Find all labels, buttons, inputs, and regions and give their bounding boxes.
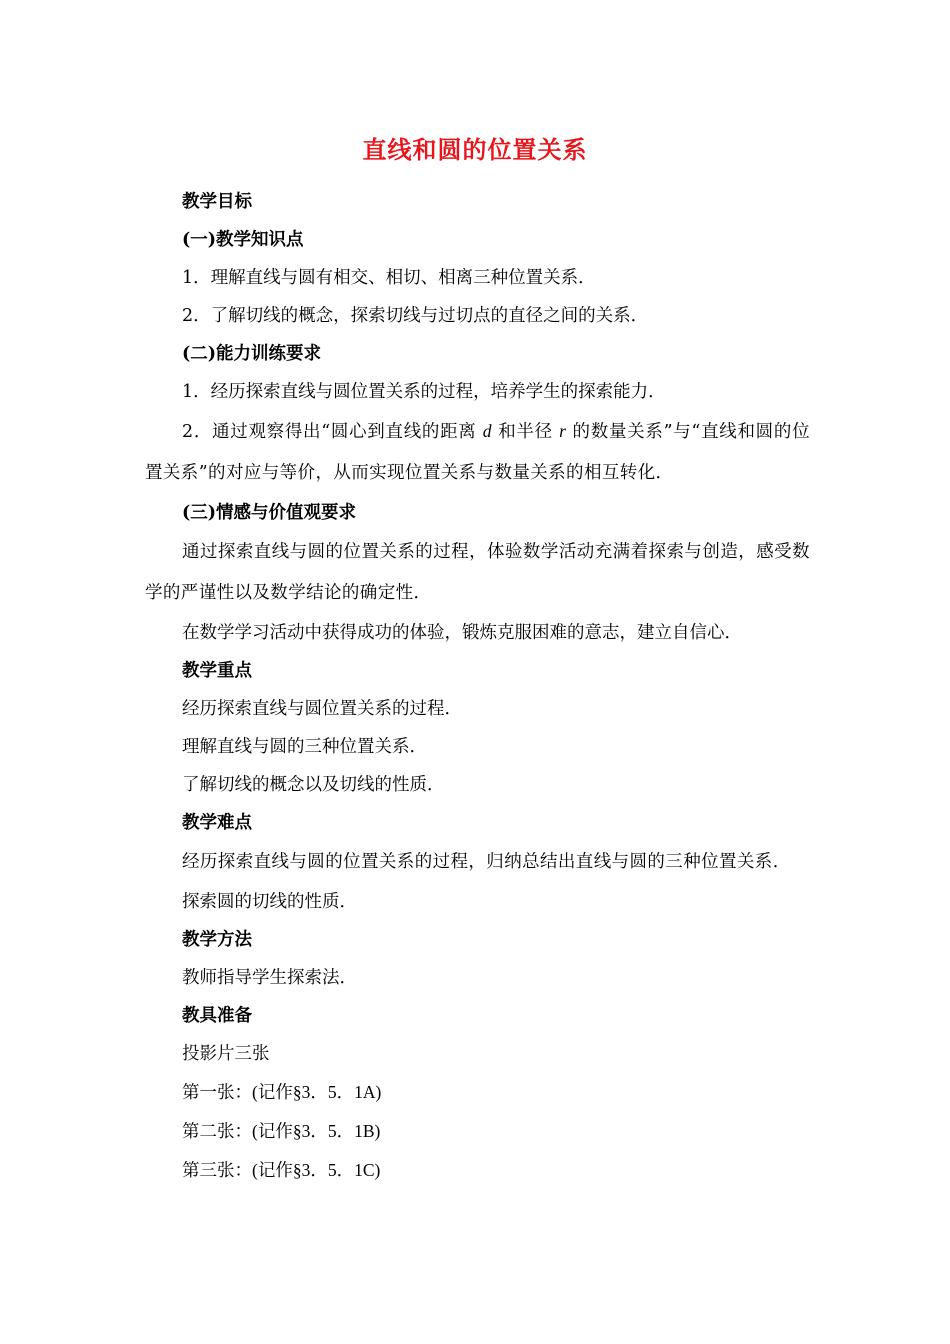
difficulty-paragraph: 经历探索直线与圆的位置关系的过程，归纳总结出直线与圆的三种位置关系． [182,852,791,872]
emotion-paragraph-1: 通过探索直线与圆的位置关系的过程，体验数学活动充满着探索与创造，感受数学的严谨性以及数学结论的确定性． [145,542,810,603]
key-point-2: 理解直线与圆的三种位置关系． [182,737,427,757]
method-text: 教师指导学生探索法． [182,968,357,988]
slide-item-1 [145,1073,810,1112]
variable-r: r [559,421,567,441]
ability-heading: (二)能力训练要求 [182,344,322,364]
emotion-paragraph-2: 在数学学习活动中获得成功的体验，锻炼克服困难的意志，建立自信心． [182,623,742,643]
ability-item-2-part2: 和半径 [491,422,560,442]
goals-heading: 教学目标 [182,192,252,212]
method-heading: 教学方法 [182,930,252,950]
key-point-3: 了解切线的概念以及切线的性质． [182,775,445,795]
knowledge-item-1: 1．理解直线与圆有相交、相切、相离三种位置关系． [182,268,596,288]
slide-note: (记作§3．5．1A) [252,1082,382,1102]
key-points-heading: 教学重点 [182,661,252,681]
slide-label: 第三张： [182,1161,252,1181]
slide-label: 第一张： [182,1083,252,1103]
slide-item-3 [145,1151,810,1190]
slide-label: 第二张： [182,1122,252,1142]
knowledge-item-2: 2．了解切线的概念，探索切线与过切点的直径之间的关系． [182,306,649,326]
ability-item-2 [145,411,810,494]
difficulties-heading: 教学难点 [182,813,252,833]
materials-heading: 教具准备 [182,1006,252,1026]
emotion-heading: (三)情感与价值观要求 [182,503,357,523]
ability-item-2-part3: 的数量关系”与“直线和圆的位置关系”的对应与等价，从而实现位置关系与数量关系的相互转化． [145,422,810,483]
materials-intro: 投影片三张 [182,1044,270,1064]
ability-item-2-part1: 2．通过观察得出“圆心到直线的距离 [182,422,483,442]
document-title: 直线和圆的位置关系 [362,135,588,164]
slide-note: (记作§3．5．1C) [252,1160,381,1180]
difficulty-item-2: 探索圆的切线的性质． [182,892,357,912]
slide-item-2 [145,1112,810,1151]
slide-note: (记作§3．5．1B) [252,1121,381,1141]
document-body [145,183,810,1190]
variable-d: d [482,421,492,441]
key-point-1: 经历探索直线与圆位置关系的过程． [182,699,462,719]
ability-item-1: 1．经历探索直线与圆位置关系的过程，培养学生的探索能力． [182,382,666,402]
knowledge-heading: (一)教学知识点 [182,230,304,250]
